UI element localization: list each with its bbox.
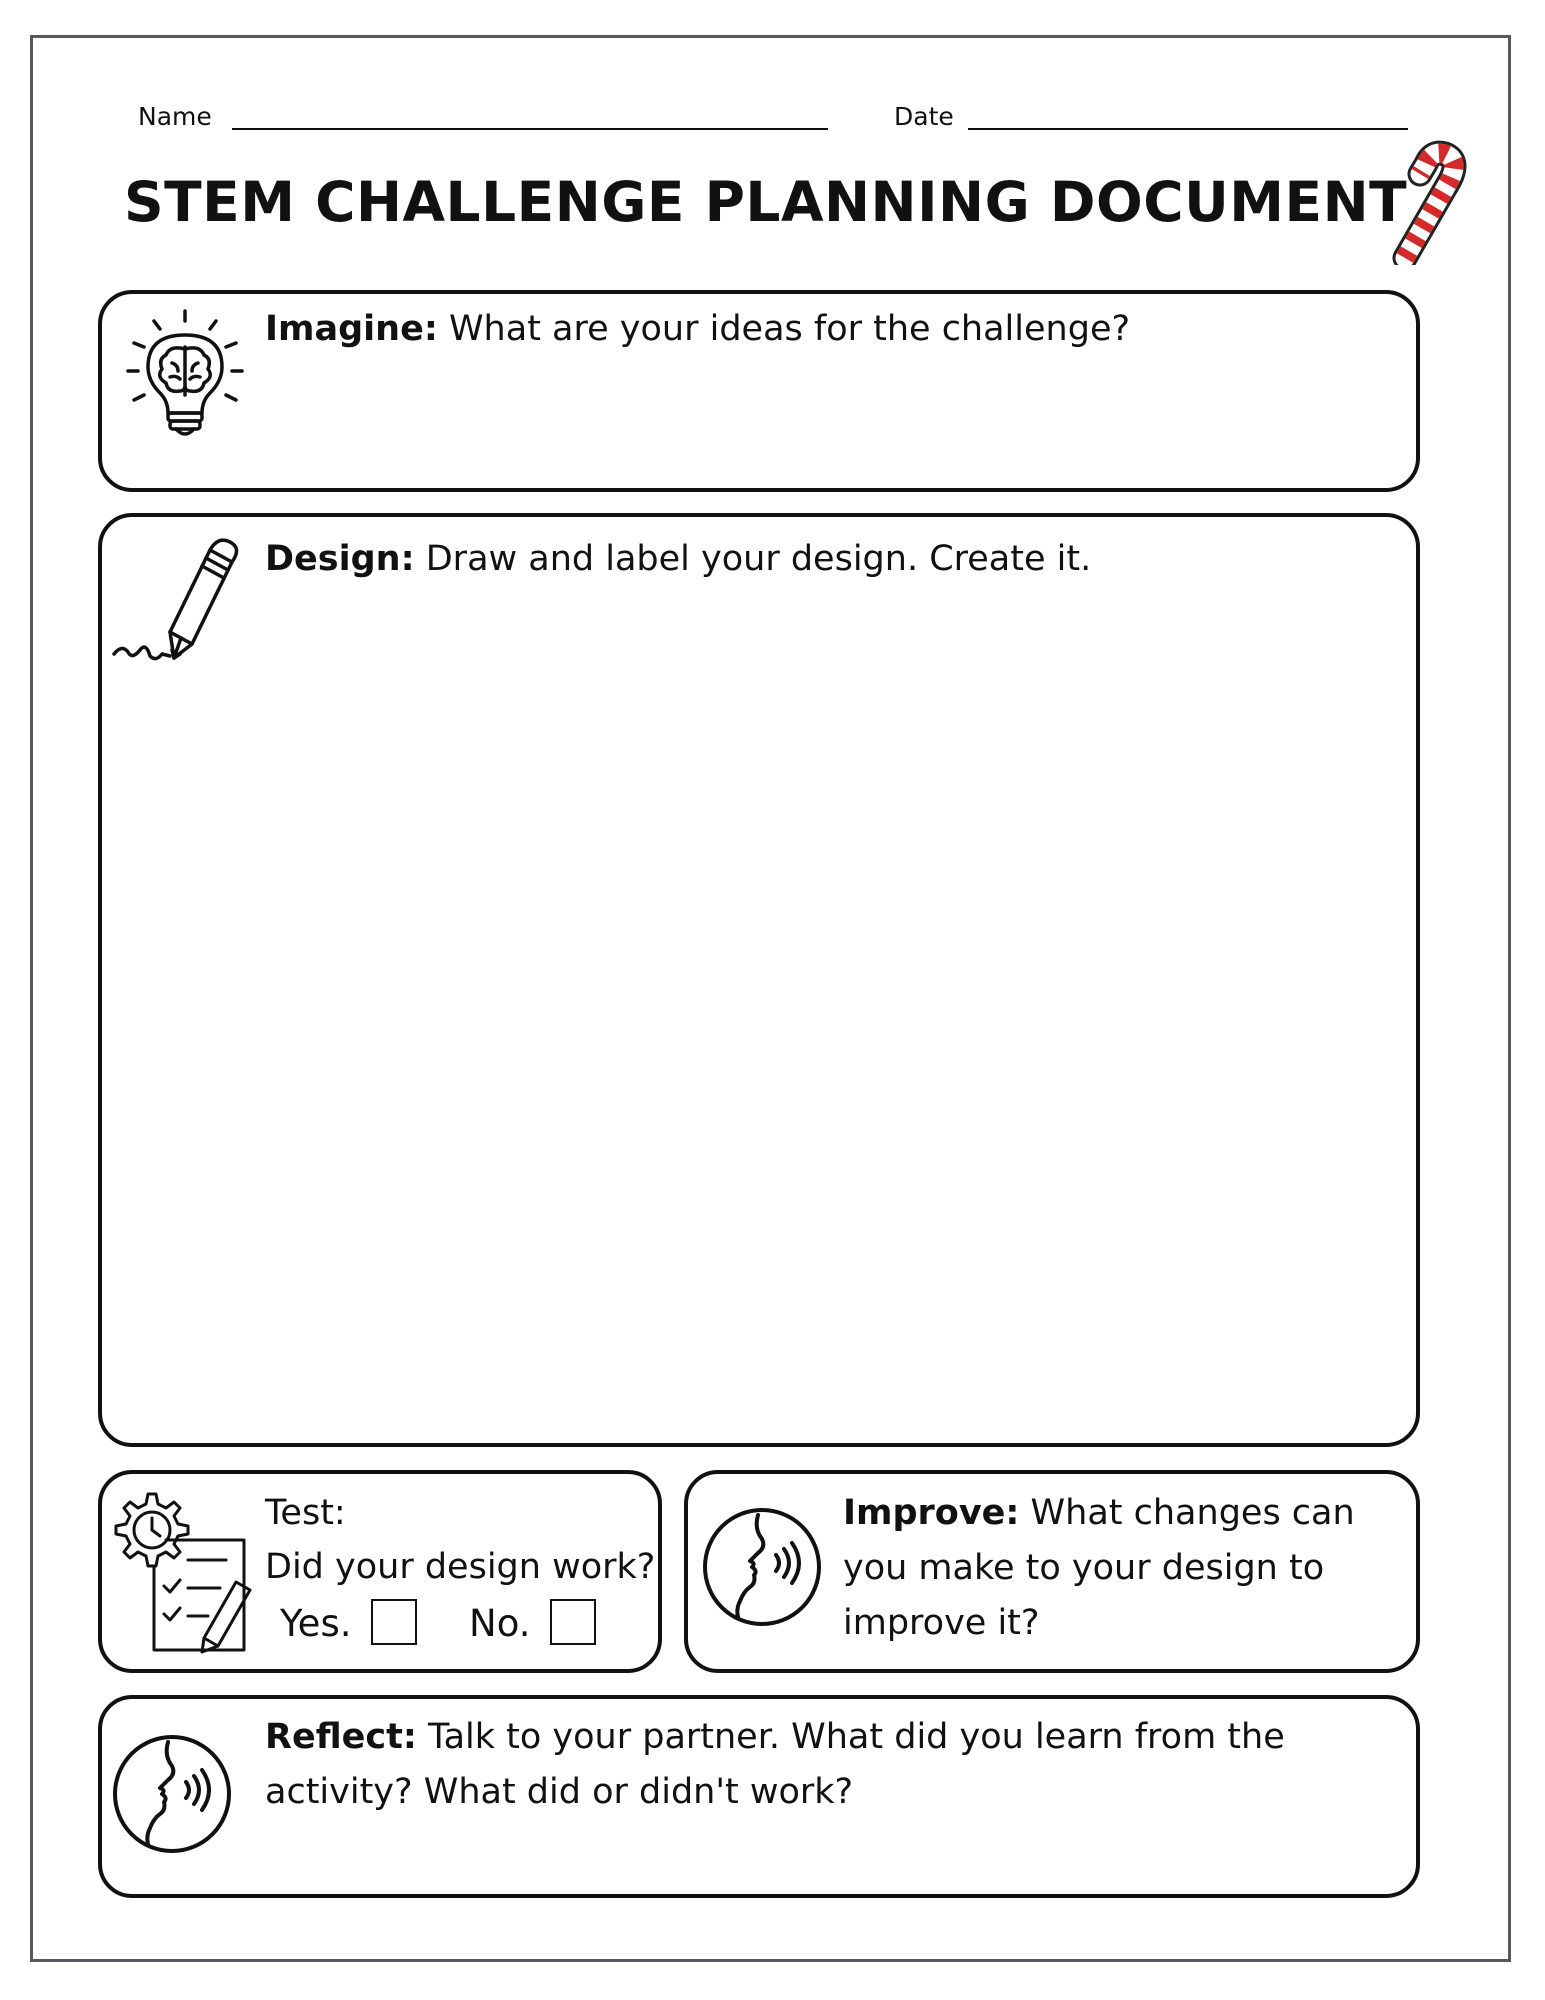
yes-label: Yes. — [280, 1602, 352, 1645]
speaking-head-icon — [110, 1732, 235, 1857]
date-field[interactable] — [968, 128, 1408, 130]
lightbulb-brain-icon — [120, 305, 250, 450]
speaking-head-icon — [700, 1505, 825, 1630]
yes-checkbox[interactable] — [371, 1599, 417, 1645]
date-label: Date — [894, 102, 954, 131]
candy-cane-icon — [1380, 140, 1490, 265]
design-text: Draw and label your design. Create it. — [425, 539, 1092, 579]
name-label: Name — [138, 102, 212, 131]
pencil-icon — [110, 532, 260, 677]
design-prompt — [265, 532, 1091, 587]
reflect-label: Reflect: — [265, 1717, 417, 1757]
test-options — [280, 1596, 596, 1651]
imagine-text: What are your ideas for the challenge? — [448, 309, 1131, 349]
reflect-text-2: activity? What did or didn't work? — [265, 1772, 854, 1812]
test-label: Test: — [265, 1493, 346, 1533]
imagine-prompt — [265, 302, 1130, 357]
improve-text-1: What changes can — [1030, 1493, 1355, 1533]
design-box[interactable] — [98, 513, 1420, 1447]
no-checkbox[interactable] — [550, 1599, 596, 1645]
design-label: Design: — [265, 539, 415, 579]
reflect-prompt — [265, 1710, 1285, 1820]
gear-checklist-icon — [108, 1490, 258, 1655]
improve-label: Improve: — [843, 1493, 1020, 1533]
imagine-label: Imagine: — [265, 309, 438, 349]
name-field[interactable] — [232, 128, 828, 130]
no-label: No. — [469, 1602, 531, 1645]
reflect-text-1: Talk to your partner. What did you learn from the — [427, 1717, 1285, 1757]
page-title: STEM CHALLENGE PLANNING DOCUMENT — [124, 170, 1408, 234]
test-text: Did your design work? — [265, 1547, 656, 1587]
improve-text-3: improve it? — [843, 1603, 1040, 1643]
improve-prompt — [843, 1486, 1355, 1651]
improve-text-2: you make to your design to — [843, 1548, 1325, 1588]
